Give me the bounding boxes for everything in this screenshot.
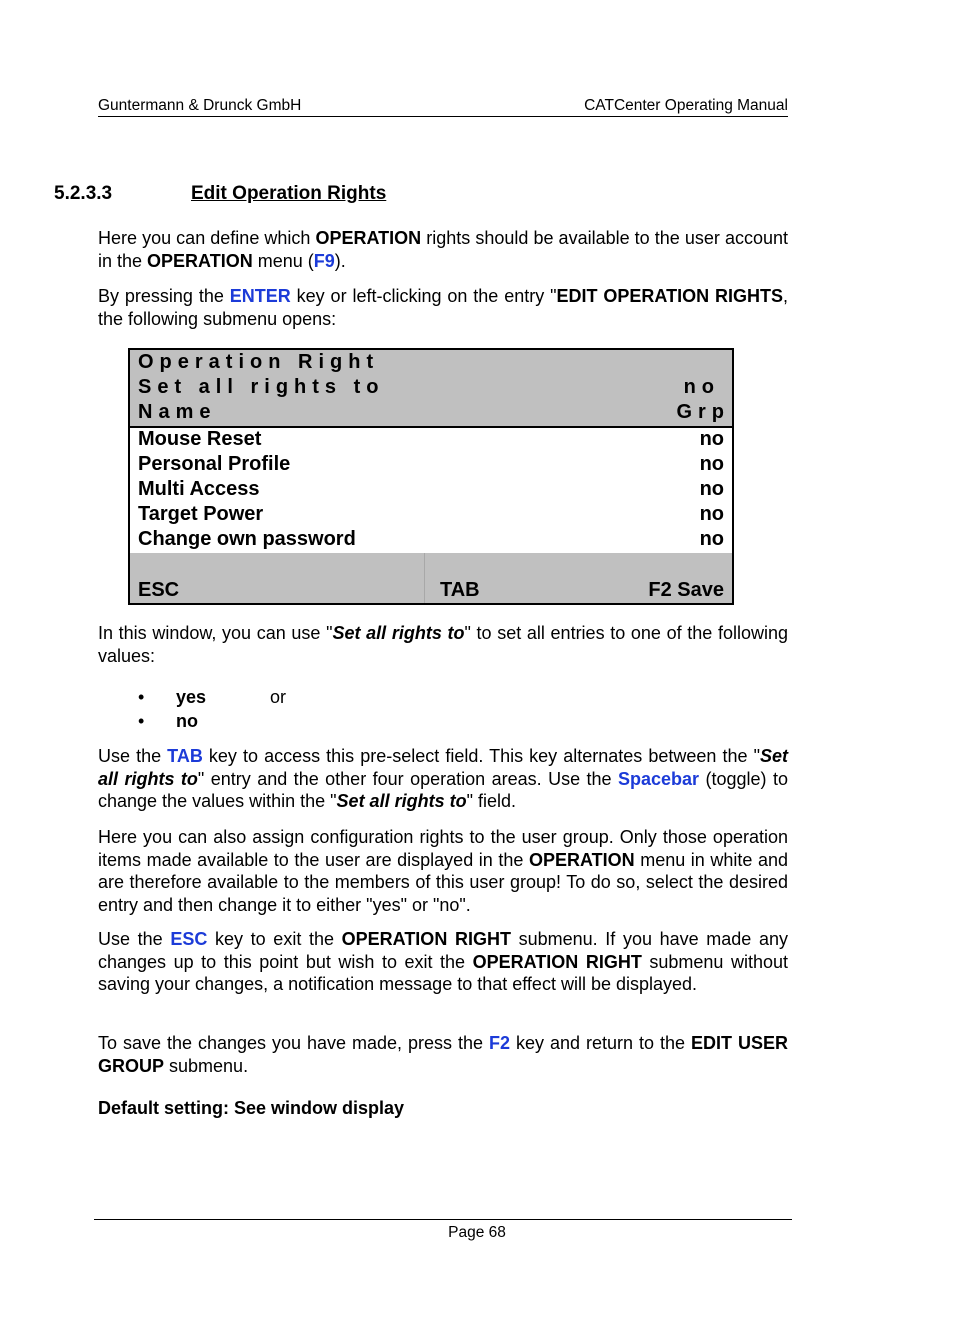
page-header [98, 96, 788, 117]
header-manual-title: CATCenter Operating Manual [584, 97, 788, 114]
column-name-header: Name [138, 401, 217, 423]
menu-row-mouse-reset[interactable]: Mouse Reset no [138, 428, 724, 450]
section-number: 5.2.3.3 [54, 183, 113, 204]
menu-title-row [138, 351, 724, 376]
set-all-rights-row[interactable] [138, 376, 724, 401]
menu-row-change-own-password[interactable]: Change own password no [138, 528, 724, 550]
bullet-dot: • [138, 711, 145, 731]
operation-right-menu [128, 348, 734, 605]
config-rights-paragraph: Here you can also assign configuration rights to the user group. Only those operation items made available to the user are displayed in the OPERATION menu in white and are therefore available to the members of this user group! To do so, select the desired entry and then change it to either "yes" or "no". [98, 827, 788, 916]
default-setting: Default setting: See window display [98, 1098, 405, 1118]
esc-key-hint[interactable]: ESC [138, 579, 180, 601]
enter-paragraph: By pressing the ENTER key or left-clicking on the entry "EDIT OPERATION RIGHTS, the following submenu opens: [98, 286, 788, 329]
set-all-paragraph: In this window, you can use "Set all rights to" to set all entries to one of the following values: [98, 623, 788, 666]
bullet-dot: • [138, 687, 145, 707]
footer-rule [94, 1219, 792, 1220]
set-all-rights-label: Set all rights to [138, 376, 385, 398]
intro-paragraph: Here you can define which OPERATION rights should be available to the user account in the OPERATION menu (F9). [98, 228, 788, 271]
page-number: Page 68 [448, 1224, 506, 1241]
section-title: Edit Operation Rights [191, 183, 387, 204]
header-company: Guntermann & Drunck GmbH [98, 97, 302, 114]
column-header-row [138, 401, 730, 426]
f2-save-hint[interactable]: F2 Save [648, 579, 724, 601]
tab-key-hint[interactable]: TAB [440, 579, 480, 601]
tab-paragraph: Use the TAB key to access this pre-select field. This key alternates between the "Set all rights to" entry and the other four operation areas. Use the Spacebar (toggle) to change the values within the "Set all rights to" field. [98, 746, 789, 812]
menu-row-target-power[interactable]: Target Power no [138, 503, 724, 525]
set-all-rights-value[interactable]: no [683, 376, 720, 398]
column-grp-header: Grp [676, 401, 730, 423]
menu-title: Operation Right [138, 351, 380, 373]
footer-divider [424, 553, 425, 603]
menu-header [130, 350, 732, 428]
esc-paragraph: Use the ESC key to exit the OPERATION RIGHT submenu. If you have made any changes up to this point but wish to exit the OPERATION RIGHT submenu without saving your changes, a notification message to that effect will be displayed. [98, 929, 789, 995]
save-paragraph: To save the changes you have made, press the F2 key and return to the EDIT USER GROUP submenu. [98, 1033, 789, 1076]
menu-row-personal-profile[interactable]: Personal Profile no [138, 453, 724, 475]
menu-row-multi-access[interactable]: Multi Access no [138, 478, 724, 500]
menu-footer [130, 553, 732, 603]
